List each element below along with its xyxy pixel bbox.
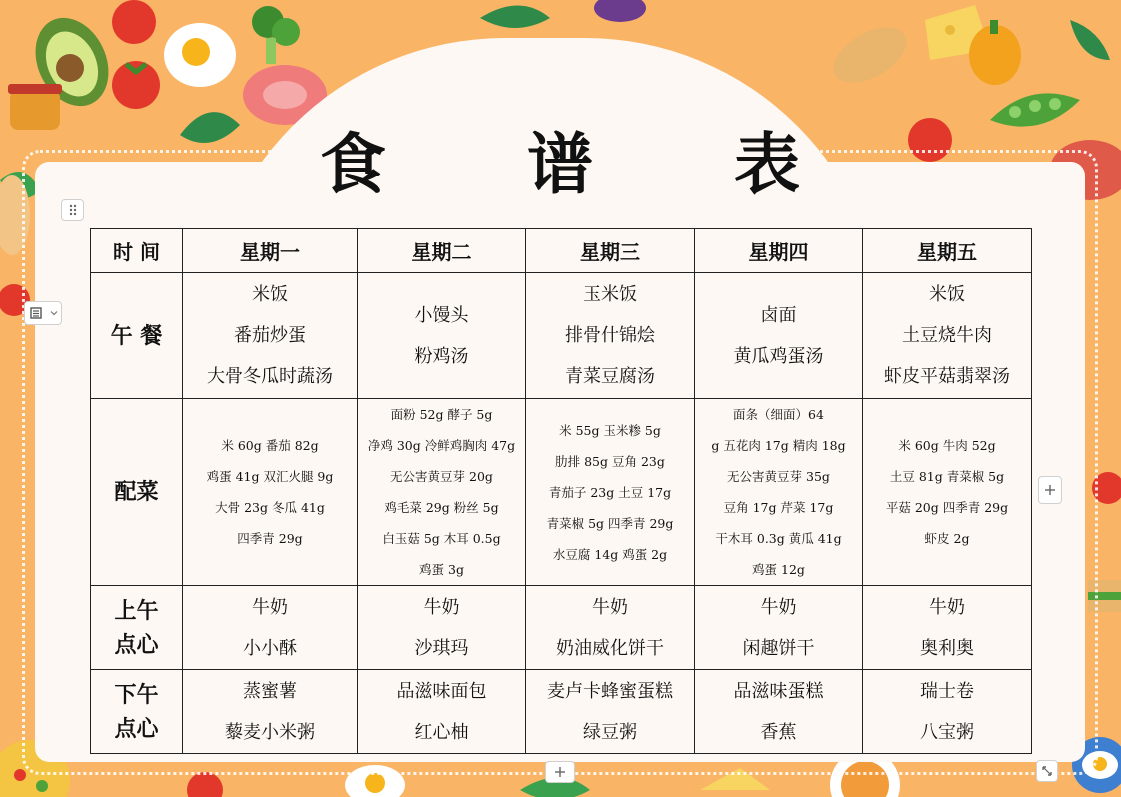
cell-side-monday[interactable] [183, 399, 358, 586]
cell-line: 沙琪玛 [414, 637, 469, 659]
cell-line: 肋排 85g 豆角 23g [555, 453, 665, 469]
cell-line: 米 55g 玉米糁 5g [559, 422, 661, 438]
cell-lunch-tuesday[interactable] [358, 273, 526, 399]
header-friday[interactable]: 星期五 [863, 229, 1032, 273]
cell-line: 米饭 [929, 284, 965, 305]
table-header-row [91, 229, 1032, 273]
header-wednesday[interactable]: 星期三 [526, 229, 695, 273]
cell-line: 大骨 23g 冬瓜 41g [215, 500, 325, 515]
header-thursday[interactable]: 星期四 [695, 229, 863, 273]
cell-line: 香蕉 [760, 721, 797, 743]
table-row-side-dishes [91, 399, 1032, 586]
broccoli-icon [252, 6, 300, 64]
cell-line: 排骨什锦烩 [565, 325, 655, 346]
align-icon [29, 306, 43, 320]
bread-icon [824, 16, 915, 94]
row-label-afternoon-snack[interactable] [91, 670, 183, 754]
cell-line: 牛奶 [929, 596, 965, 618]
row-label-side-dishes[interactable] [91, 399, 183, 586]
resize-corner-icon [1041, 765, 1053, 777]
header-monday[interactable]: 星期一 [183, 229, 358, 273]
cell-line: 青菜椒 5g 四季青 29g [546, 515, 674, 531]
cell-line: 黄瓜鸡蛋汤 [733, 345, 824, 367]
cell-line: 青菜豆腐汤 [565, 366, 655, 387]
cell-line: 水豆腐 14g 鸡蛋 2g [552, 546, 668, 562]
cell-line: 鸡蛋 41g 双汇火腿 9g [206, 469, 334, 484]
menu-table [90, 228, 1032, 754]
plus-icon [1044, 484, 1056, 496]
cell-am-tuesday[interactable] [358, 586, 526, 670]
cell-pm-monday[interactable] [183, 670, 358, 754]
cell-line: 白玉菇 5g 木耳 0.5g [382, 531, 501, 546]
cell-line: 鸡蛋 12g [752, 562, 805, 577]
cell-line: 上午 [114, 597, 159, 624]
cell-line: 点心 [114, 715, 159, 742]
cell-line: 小馒头 [414, 304, 469, 326]
tomato-icon [112, 61, 160, 109]
cell-line: 点心 [114, 631, 159, 658]
cell-line: 牛奶 [252, 596, 288, 618]
cell-line: 牛奶 [423, 596, 460, 618]
honey-jar-icon [8, 84, 62, 130]
cell-line: 奥利奥 [920, 637, 974, 659]
cell-pm-friday[interactable] [863, 670, 1032, 754]
cell-side-wednesday[interactable] [526, 399, 695, 586]
cell-lunch-thursday[interactable] [695, 273, 863, 399]
title-char: 表 [734, 125, 800, 203]
eggplant-icon [594, 0, 646, 22]
cell-line: 小小酥 [243, 637, 297, 659]
cell-line: 米 60g 牛肉 52g [898, 438, 996, 453]
grip-dots-icon [68, 204, 78, 216]
tomato-icon [187, 772, 223, 797]
cell-line: 四季青 29g [237, 531, 303, 546]
tomato-icon [112, 0, 156, 44]
cell-side-friday[interactable] [863, 399, 1032, 586]
header-time[interactable]: 时 间 [91, 229, 183, 273]
cell-line: 大骨冬瓜时蔬汤 [207, 366, 333, 387]
add-column-button[interactable] [1038, 476, 1062, 504]
header-tuesday[interactable]: 星期二 [358, 229, 526, 273]
table-row-afternoon-snack [91, 670, 1032, 754]
page-title [290, 118, 830, 203]
cell-line: 土豆烧牛肉 [902, 325, 992, 346]
cell-line: 青茄子 23g 土豆 17g [548, 484, 672, 500]
cell-line: 米 60g 番茄 82g [221, 438, 319, 453]
cell-pm-tuesday[interactable] [358, 670, 526, 754]
plus-icon [554, 766, 566, 778]
pea-pod-icon [990, 93, 1080, 126]
cell-line: 豆角 17g 芹菜 17g [723, 500, 834, 515]
cell-line: 面条（细面）64 [733, 407, 824, 422]
row-label-lunch[interactable] [91, 273, 183, 399]
cell-line: 八宝粥 [920, 721, 974, 743]
cell-line: 无公害黄豆芽 35g [727, 469, 830, 484]
table-row-lunch [91, 273, 1032, 399]
row-label-morning-snack[interactable] [91, 586, 183, 670]
cell-pm-thursday[interactable] [695, 670, 863, 754]
cell-line: 绿豆粥 [583, 721, 637, 743]
align-dropdown-button[interactable] [24, 301, 62, 325]
cell-line: 干木耳 0.3g 黄瓜 41g [715, 531, 842, 546]
cell-am-thursday[interactable] [695, 586, 863, 670]
title-char: 食 [320, 125, 386, 203]
cell-line: 蒸蜜薯 [243, 680, 297, 702]
cell-side-thursday[interactable] [695, 399, 863, 586]
cell-line: 牛奶 [592, 596, 628, 618]
cell-am-friday[interactable] [863, 586, 1032, 670]
cell-line: 下午 [114, 681, 159, 708]
table-resize-handle[interactable] [1036, 760, 1058, 782]
cell-line: 品滋味蛋糕 [733, 680, 824, 702]
title-char: 谱 [527, 125, 593, 203]
cell-line: 鸡毛菜 29g 粉丝 5g [384, 500, 499, 515]
cell-line: 卤面 [760, 304, 797, 326]
leaf-icon [180, 112, 240, 143]
cell-lunch-monday[interactable] [183, 273, 358, 399]
chevron-down-icon [50, 309, 58, 317]
cell-line: 净鸡 30g 冷鲜鸡胸肉 47g [367, 438, 516, 453]
cell-line: 闲趣饼干 [742, 637, 815, 659]
cell-line: 午 餐 [110, 322, 163, 349]
cell-line: 品滋味面包 [396, 680, 487, 702]
cell-line: 玉米饭 [583, 284, 637, 305]
cell-lunch-friday[interactable] [863, 273, 1032, 399]
cell-line: 粉鸡汤 [414, 345, 469, 367]
cell-line: 奶油威化饼干 [556, 637, 664, 659]
cell-line: 无公害黄豆芽 20g [390, 469, 493, 484]
cell-line: 麦卢卡蜂蜜蛋糕 [547, 680, 673, 702]
cell-line: 米饭 [252, 284, 288, 305]
cell-line: g 五花肉 17g 精肉 18g [711, 438, 846, 453]
cell-line: 瑞士卷 [920, 680, 974, 702]
cell-line: 虾皮平菇翡翠汤 [884, 366, 1010, 387]
table-drag-handle[interactable] [61, 199, 84, 221]
cell-line: 牛奶 [760, 596, 797, 618]
cell-line: 藜麦小米粥 [225, 721, 315, 743]
cell-line: 土豆 81g 青菜椒 5g [889, 469, 1005, 484]
cell-pm-wednesday[interactable] [526, 670, 695, 754]
cell-am-wednesday[interactable] [526, 586, 695, 670]
cell-am-monday[interactable] [183, 586, 358, 670]
cell-line: 红心柚 [414, 721, 469, 743]
cell-side-tuesday[interactable] [358, 399, 526, 586]
leaf-icon [1070, 20, 1110, 60]
cell-line: 面粉 52g 酵子 5g [390, 407, 493, 422]
fried-egg-icon [164, 23, 236, 87]
table-row-morning-snack [91, 586, 1032, 670]
cell-line: 平菇 20g 四季青 29g [885, 500, 1009, 515]
cell-line: 鸡蛋 3g [419, 562, 464, 577]
cell-line: 番茄炒蛋 [234, 325, 306, 346]
cell-line: 虾皮 2g [924, 531, 970, 546]
leaf-icon [480, 6, 550, 29]
add-row-button[interactable] [545, 761, 575, 783]
cell-line: 配菜 [114, 479, 159, 505]
cell-lunch-wednesday[interactable] [526, 273, 695, 399]
